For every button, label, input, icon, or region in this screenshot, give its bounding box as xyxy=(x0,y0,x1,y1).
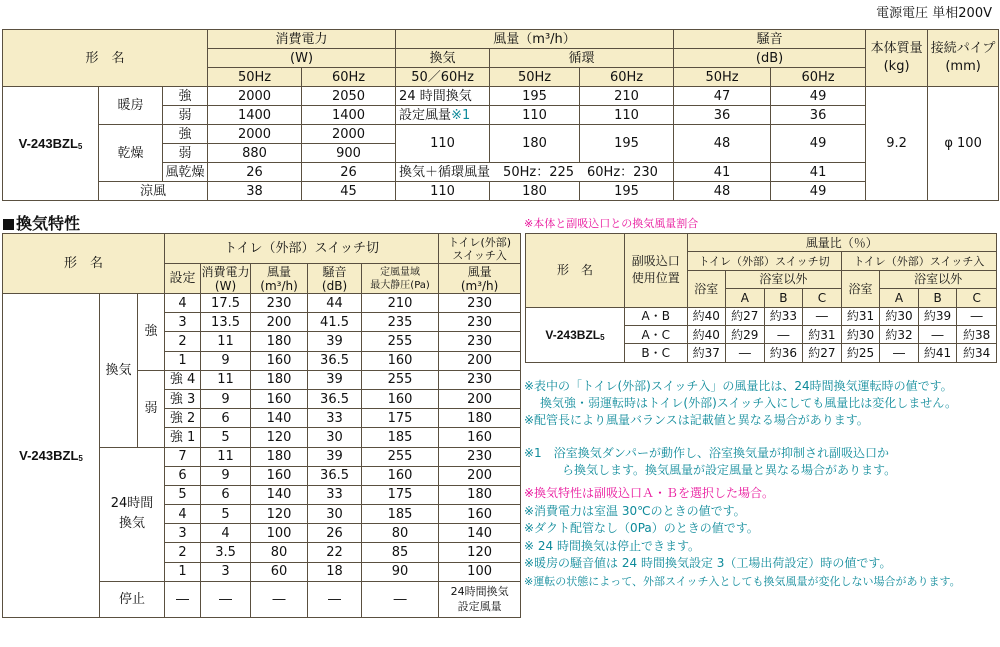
cell: 180 xyxy=(439,485,521,504)
cell: 235 xyxy=(362,313,439,332)
cell: 180 xyxy=(490,125,580,163)
cell: 11 xyxy=(201,447,251,466)
cell: ― xyxy=(308,581,362,617)
hdr-pipe: 接続パイプ (mm) xyxy=(928,30,999,87)
vent-group-weak: 弱 xyxy=(138,370,165,447)
cell: 100 xyxy=(251,524,308,543)
cell: 2050 xyxy=(302,87,396,106)
ratio-caption: ※本体と副吸込口との換気風量割合 xyxy=(524,217,699,230)
level-wind-dry: 風乾燥 xyxy=(163,163,208,182)
cell: 110 xyxy=(490,106,580,125)
cell: 60 xyxy=(251,562,308,581)
cell: 195 xyxy=(580,125,674,163)
cell: 39 xyxy=(308,447,362,466)
cell: ― xyxy=(251,581,308,617)
cell: 2 xyxy=(165,543,201,562)
note-8: ※暖房の騒音値は 24 時間換気設定 3（工場出荷設定）時の値です。 xyxy=(524,556,892,570)
cell: 160 xyxy=(439,505,521,524)
cell: ― xyxy=(880,344,919,362)
hdr-model: 形 名 xyxy=(3,30,208,87)
cell: 約36 xyxy=(764,344,803,362)
cell: ― xyxy=(362,581,439,617)
ratio-hdr-bath-off: 浴室 xyxy=(687,270,726,307)
cell: 180 xyxy=(439,409,521,428)
cell: 49 xyxy=(771,182,866,201)
cell: 強 4 xyxy=(165,370,201,389)
cell: ― xyxy=(918,325,957,343)
mass-value: 9.2 xyxy=(866,87,928,201)
ratio-hdr-pos: 副吸込口 使用位置 xyxy=(624,234,687,308)
cell: 45 xyxy=(302,182,396,201)
cell: 2000 xyxy=(208,87,302,106)
cell: A・C xyxy=(624,325,687,343)
cell: 33 xyxy=(308,409,362,428)
cell: 160 xyxy=(362,351,439,370)
cell: ― xyxy=(165,581,201,617)
ratio-hdr-ratio: 風量比（％） xyxy=(687,234,997,252)
cell: 36.5 xyxy=(308,351,362,370)
cell: 1400 xyxy=(302,106,396,125)
cell: ― xyxy=(803,307,842,325)
cell: 約25 xyxy=(841,344,880,362)
cell: 90 xyxy=(362,562,439,581)
hdr-power: 消費電力 xyxy=(208,30,396,49)
ratio-table xyxy=(525,233,997,363)
mode-heat: 暖房 xyxy=(99,87,163,125)
cell: 約40 xyxy=(687,307,726,325)
vent-hdr-model: 形 名 xyxy=(3,234,165,294)
cell: 230 xyxy=(251,294,308,313)
cell: 18 xyxy=(308,562,362,581)
cell: 900 xyxy=(302,144,396,163)
cell: 180 xyxy=(490,182,580,201)
model-name: $V-243BZL_5$ xyxy=(3,87,99,201)
cell: 140 xyxy=(251,409,308,428)
cell: 200 xyxy=(439,351,521,370)
set-airflow-label: 設定風量※1 xyxy=(396,106,490,125)
vent24-label: 24 時間換気 xyxy=(396,87,490,106)
cell: 7 xyxy=(165,447,201,466)
cell: 約37 xyxy=(687,344,726,362)
vent-hdr-toilet-off: トイレ（外部）スイッチ切 xyxy=(165,234,439,264)
notes-block-1 xyxy=(524,378,957,429)
hdr-mass: 本体質量 (kg) xyxy=(866,30,928,87)
cell: 230 xyxy=(439,370,521,389)
hdr-noise-unit: (dB) xyxy=(674,49,866,68)
hdr-noise: 騒音 xyxy=(674,30,866,49)
cell: 17.5 xyxy=(201,294,251,313)
cell: 39 xyxy=(308,332,362,351)
cell: B・C xyxy=(624,344,687,362)
cell: 3 xyxy=(165,313,201,332)
cell: 強 1 xyxy=(165,428,201,447)
cell: 3 xyxy=(165,524,201,543)
ratio-hdr-c: C xyxy=(803,289,842,307)
hdr-circ-60: 60Hz xyxy=(580,68,674,87)
cell: 5 xyxy=(165,485,201,504)
vent-hdr-setting: 設定 xyxy=(165,264,201,294)
vent-hdr-airflow: 風量 (m³/h) xyxy=(251,264,308,294)
cell: 100 xyxy=(439,562,521,581)
cell: 85 xyxy=(362,543,439,562)
cell: 255 xyxy=(362,370,439,389)
ratio-hdr-b: B xyxy=(918,289,957,307)
vent-circ-note: 換気＋循環風量 50Hz：225 60Hz：230 xyxy=(396,163,674,182)
cell: 49 xyxy=(771,125,866,163)
cell: 6 xyxy=(165,466,201,485)
cell: 39 xyxy=(308,370,362,389)
hdr-power-50: 50Hz xyxy=(208,68,302,87)
cell: 160 xyxy=(439,428,521,447)
cell: 強 2 xyxy=(165,409,201,428)
vent-model-name: $V-243BZL_5$ xyxy=(3,294,100,618)
cell: 200 xyxy=(439,389,521,408)
cell: 36.5 xyxy=(308,389,362,408)
cell: 195 xyxy=(580,182,674,201)
cell: 200 xyxy=(439,466,521,485)
cell: 140 xyxy=(251,485,308,504)
ratio-model-name: $V-243BZL_5$ xyxy=(526,307,625,362)
cell: 4 xyxy=(165,294,201,313)
cell: 180 xyxy=(251,332,308,351)
cell: 160 xyxy=(362,466,439,485)
cell: 110 xyxy=(396,182,490,201)
cell: 約29 xyxy=(726,325,765,343)
cell: 4 xyxy=(201,524,251,543)
notes-block-3 xyxy=(524,485,961,590)
cell: 約27 xyxy=(726,307,765,325)
hdr-vent: 換気 xyxy=(396,49,490,68)
cell: 255 xyxy=(362,447,439,466)
cell: 9 xyxy=(201,466,251,485)
note-3a: ※1 浴室換気ダンパーが動作し、浴室換気量が抑制され副吸込口か xyxy=(524,446,889,460)
cell: 880 xyxy=(208,144,302,163)
mode-dry: 乾燥 xyxy=(99,125,163,182)
ratio-hdr-off: トイレ（外部）スイッチ切 xyxy=(687,252,841,270)
cell: 44 xyxy=(308,294,362,313)
ratio-hdr-model: 形 名 xyxy=(526,234,625,308)
cell: 230 xyxy=(439,294,521,313)
ratio-hdr-other-on: 浴室以外 xyxy=(880,270,997,288)
cell: 26 xyxy=(208,163,302,182)
cell: 11 xyxy=(201,332,251,351)
cell: 1400 xyxy=(208,106,302,125)
cell: 約30 xyxy=(880,307,919,325)
hdr-noise-60: 60Hz xyxy=(771,68,866,87)
cell: 5 xyxy=(201,428,251,447)
cell: 1 xyxy=(165,562,201,581)
note-9: ※運転の状態によって、外部スイッチ入としても換気風量が変化しない場合があります。 xyxy=(524,574,961,588)
cell: ― xyxy=(957,307,997,325)
note-5: ※消費電力は室温 30℃のときの値です。 xyxy=(524,503,746,518)
mode-cool: 涼風 xyxy=(99,182,208,201)
note-3b: ら換気します。換気風量が設定風量と異なる場合があります。 xyxy=(562,463,897,477)
ratio-hdr-other-off: 浴室以外 xyxy=(726,270,842,288)
cell: 255 xyxy=(362,332,439,351)
ratio-hdr-bath-on: 浴室 xyxy=(841,270,880,307)
cell: 180 xyxy=(251,447,308,466)
cell: 9 xyxy=(201,351,251,370)
cell: 185 xyxy=(362,428,439,447)
cell: 80 xyxy=(362,524,439,543)
level-weak: 弱 xyxy=(163,106,208,125)
notes-block-2 xyxy=(524,445,896,479)
vent-group-24h: 24時間 換気 xyxy=(100,447,165,581)
vent-stop-note: 24時間換気 設定風量 xyxy=(439,581,521,617)
note-4: ※換気特性は副吸込口Ａ・Ｂを選択した場合。 xyxy=(524,486,775,500)
cell: 約32 xyxy=(880,325,919,343)
cell: 36 xyxy=(771,106,866,125)
cell: 195 xyxy=(490,87,580,106)
cell: 1 xyxy=(165,351,201,370)
cell: 36.5 xyxy=(308,466,362,485)
cell: 36 xyxy=(674,106,771,125)
cell: 約39 xyxy=(918,307,957,325)
cell: 13.5 xyxy=(201,313,251,332)
vent-stop: 停止 xyxy=(100,581,165,617)
cell: 強 3 xyxy=(165,389,201,408)
cell: 約30 xyxy=(841,325,880,343)
ratio-hdr-b: B xyxy=(764,289,803,307)
cell: 4 xyxy=(165,505,201,524)
vent-group-strong: 強 xyxy=(138,294,165,371)
cell: 約33 xyxy=(764,307,803,325)
vent-hdr-static: 定風量域 最大静圧(Pa) xyxy=(362,264,439,294)
cell: 41 xyxy=(674,163,771,182)
cell: 11 xyxy=(201,370,251,389)
cell: 175 xyxy=(362,485,439,504)
cell: 9 xyxy=(201,389,251,408)
cell: 26 xyxy=(308,524,362,543)
cell: 110 xyxy=(396,125,490,163)
cell: 210 xyxy=(362,294,439,313)
cell: 2000 xyxy=(208,125,302,144)
cell: 49 xyxy=(771,87,866,106)
cell: A・B xyxy=(624,307,687,325)
cell: 210 xyxy=(580,87,674,106)
note-2: ※配管長により風量バランスは記載値と異なる場合があります。 xyxy=(524,413,869,427)
cell: 約40 xyxy=(687,325,726,343)
cell: 160 xyxy=(251,351,308,370)
vent-hdr-toilet-on: トイレ(外部) スイッチ入 xyxy=(439,234,521,264)
pipe-value: φ 100 xyxy=(928,87,999,201)
cell: 160 xyxy=(251,389,308,408)
vent-hdr-power: 消費電力 (W) xyxy=(201,264,250,293)
cell: 48 xyxy=(674,182,771,201)
cell: 26 xyxy=(302,163,396,182)
cell: 175 xyxy=(362,409,439,428)
ratio-hdr-a: A xyxy=(880,289,919,307)
cell: 30 xyxy=(308,428,362,447)
note-6: ※ダクト配管なし（0Pa）のときの値です。 xyxy=(524,521,759,535)
cell: ― xyxy=(726,344,765,362)
hdr-power-unit: (W) xyxy=(208,49,396,68)
cell: ― xyxy=(201,581,251,617)
cell: 38 xyxy=(208,182,302,201)
vent-table xyxy=(2,233,521,618)
level-weak: 弱 xyxy=(163,144,208,163)
cell: 200 xyxy=(251,313,308,332)
cell: 160 xyxy=(251,466,308,485)
cell: 約41 xyxy=(918,344,957,362)
note-1b: 換気強・弱運転時はトイレ(外部)スイッチ入にしても風量比は変化しません。 xyxy=(540,396,958,410)
cell: 80 xyxy=(251,543,308,562)
cell: 41 xyxy=(771,163,866,182)
cell: 6 xyxy=(201,485,251,504)
vent-title: 換気特性 xyxy=(3,211,80,234)
cell: 110 xyxy=(580,106,674,125)
cell: 140 xyxy=(439,524,521,543)
cell: 120 xyxy=(251,428,308,447)
cell: 約34 xyxy=(957,344,997,362)
cell: 30 xyxy=(308,505,362,524)
cell: 180 xyxy=(251,370,308,389)
cell: 120 xyxy=(251,505,308,524)
cell: 47 xyxy=(674,87,771,106)
cell: 230 xyxy=(439,332,521,351)
cell: 120 xyxy=(439,543,521,562)
cell: 230 xyxy=(439,313,521,332)
cell: 約38 xyxy=(957,325,997,343)
hdr-circ-50: 50Hz xyxy=(490,68,580,87)
cell: 230 xyxy=(439,447,521,466)
ratio-hdr-c: C xyxy=(957,289,997,307)
cell: 3 xyxy=(201,562,251,581)
vent-hdr-airflow-on: 風量 (m³/h) xyxy=(439,264,521,294)
hdr-airflow: 風量（m³/h） xyxy=(396,30,674,49)
cell: 約27 xyxy=(803,344,842,362)
cell: 48 xyxy=(674,125,771,163)
vent-hdr-noise: 騒音 (dB) xyxy=(308,264,362,294)
cell: 6 xyxy=(201,409,251,428)
spec-table xyxy=(2,29,999,201)
hdr-circ: 循環 xyxy=(490,49,674,68)
cell: 2 xyxy=(165,332,201,351)
ratio-hdr-on: トイレ（外部）スイッチ入 xyxy=(841,252,996,270)
cell: 185 xyxy=(362,505,439,524)
supply-voltage-label: 電源電圧 単相200V xyxy=(876,6,992,21)
cell: 5 xyxy=(201,505,251,524)
hdr-noise-50: 50Hz xyxy=(674,68,771,87)
level-strong: 強 xyxy=(163,87,208,106)
cell: 約31 xyxy=(841,307,880,325)
cell: 41.5 xyxy=(308,313,362,332)
cell: 2000 xyxy=(302,125,396,144)
level-strong: 強 xyxy=(163,125,208,144)
hdr-vent-5060: 50／60Hz xyxy=(396,68,490,87)
cell: 160 xyxy=(362,389,439,408)
cell: 33 xyxy=(308,485,362,504)
note-7: ※ 24 時間換気は停止できます。 xyxy=(524,538,700,553)
note-1a: ※表中の「トイレ(外部)スイッチ入」の風量比は、24時間換気運転時の値です。 xyxy=(524,379,953,393)
cell: 約31 xyxy=(803,325,842,343)
cell: 3.5 xyxy=(201,543,251,562)
hdr-power-60: 60Hz xyxy=(302,68,396,87)
vent-group-vent: 換気 xyxy=(100,294,138,448)
cell: ― xyxy=(764,325,803,343)
ratio-hdr-a: A xyxy=(726,289,765,307)
cell: 22 xyxy=(308,543,362,562)
